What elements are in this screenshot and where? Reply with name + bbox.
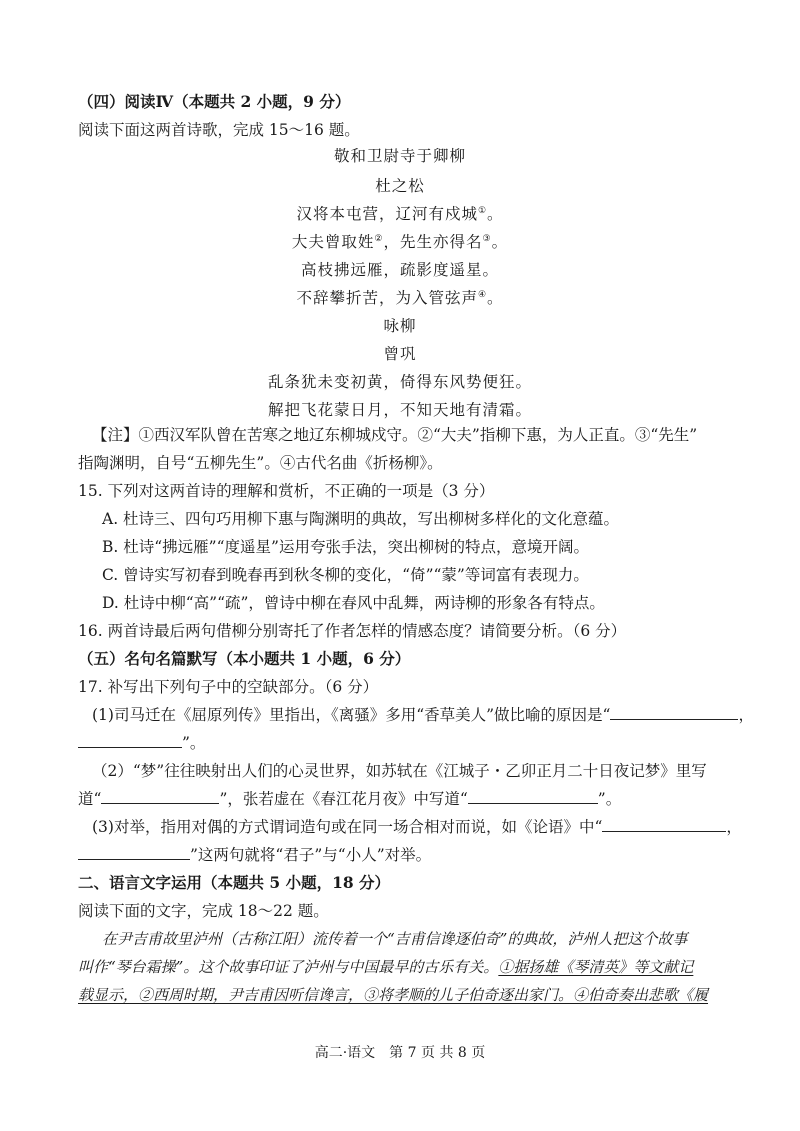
part2-intro: 阅读下面的文字，完成 18～22 题。: [78, 902, 329, 920]
notes-line: 【注】①西汉军队曾在苦寒之地辽东柳城戍守。②“大夫”指柳下惠，为人正直。③“先生”: [92, 426, 698, 444]
poem2-line: 乱条犹未变初黄，倚得东风势便狂。: [267, 373, 532, 391]
answer-blank[interactable]: [468, 789, 598, 804]
passage-line: 载显示，②西周时期，尹吉甫因听信谗言，③将孝顺的儿子伯奇逐出家门。④伯奇奏出悲歌《履: [78, 986, 709, 1004]
q17-part1: (1)司马迁在《屈原列传》里指出，《离骚》多用“香草美人”做比喻的原因是“ ，: [92, 706, 754, 724]
poem1-author: 杜之松: [375, 177, 425, 195]
answer-blank[interactable]: [101, 789, 219, 804]
poem1-line: 高枝拂远雁，疏影度遥星。: [300, 261, 499, 279]
question-17-stem: 17. 补写出下列句子中的空缺部分。（6 分）: [78, 678, 379, 696]
q17-part2: （2）“梦”往往映射出人们的心灵世界，如苏轼在《江城子・乙卯正月二十日夜记梦》里写: [92, 762, 707, 780]
answer-blank[interactable]: [610, 705, 738, 720]
q17-part3-cont: ”这两句就将“君子”与“小人”对举。: [78, 845, 431, 865]
q17-part3: (3)对举，指用对偶的方式谓词造句或在同一场合相对而说，如《论语》中“ ，: [92, 818, 742, 836]
q15-option-d: D. 杜诗中柳“高”“疏”，曾诗中柳在春风中乱舞，两诗柳的形象各有特点。: [102, 594, 605, 612]
poem1-line: 不辞攀折苦，为入管弦声④。: [296, 289, 504, 307]
part2-heading: 二、语言文字运用（本题共 5 小题，18 分）: [78, 873, 391, 892]
section-intro: 阅读下面这两首诗歌，完成 15～16 题。: [78, 121, 360, 139]
q17-part1-cont: ”。: [78, 733, 205, 753]
q17-part2-cont: 道“ ”，张若虚在《春江花月夜》中写道“ ”。: [78, 790, 622, 808]
answer-blank[interactable]: [602, 817, 726, 832]
q15-option-b: B. 杜诗“拂远雁”“度遥星”运用夸张手法，突出柳树的特点，意境开阔。: [102, 538, 589, 556]
poem2-title: 咏柳: [383, 317, 417, 335]
q15-option-a: A. 杜诗三、四句巧用柳下惠与陶渊明的典故，写出柳树多样化的文化意蕴。: [102, 510, 620, 528]
section-heading: （四）阅读Ⅳ（本题共 2 小题，9 分）: [78, 92, 351, 111]
poem1-line: 汉将本屯营，辽河有戍城①。: [296, 205, 504, 223]
page-footer: 高二·语文 第 7 页 共 8 页: [314, 1045, 486, 1061]
answer-blank[interactable]: [78, 845, 190, 860]
passage-line: 叫作“琴台霜操”。这个故事印证了泸州与中国最早的古乐有关。①据扬雄《琴清英》等文献记: [78, 958, 694, 976]
poem2-author: 曾巩: [383, 345, 417, 363]
answer-blank[interactable]: [78, 733, 182, 748]
question-16: 16. 两首诗最后两句借柳分别寄托了作者怎样的情感态度？请简要分析。（6 分）: [78, 622, 627, 640]
q15-option-c: C. 曾诗实写初春到晚春再到秋冬柳的变化，“倚”“蒙”等词富有表现力。: [102, 566, 589, 584]
poem2-line: 解把飞花蒙日月，不知天地有清霜。: [267, 401, 532, 419]
passage-line: 在尹吉甫故里泸州（古称江阳）流传着一个“吉甫信谗逐伯奇”的典故，泸州人把这个故事: [102, 930, 688, 948]
poem1-title: 敬和卫尉寺于卿柳: [333, 147, 466, 165]
question-15-stem: 15. 下列对这两首诗的理解和赏析，不正确的一项是（3 分）: [78, 482, 495, 500]
section5-heading: （五）名句名篇默写（本小题共 1 小题，6 分）: [78, 649, 411, 668]
notes-line: 指陶渊明，自号“五柳先生”。④古代名曲《折杨柳》。: [78, 454, 443, 472]
poem1-line: 大夫曾取姓②，先生亦得名③。: [291, 233, 509, 251]
